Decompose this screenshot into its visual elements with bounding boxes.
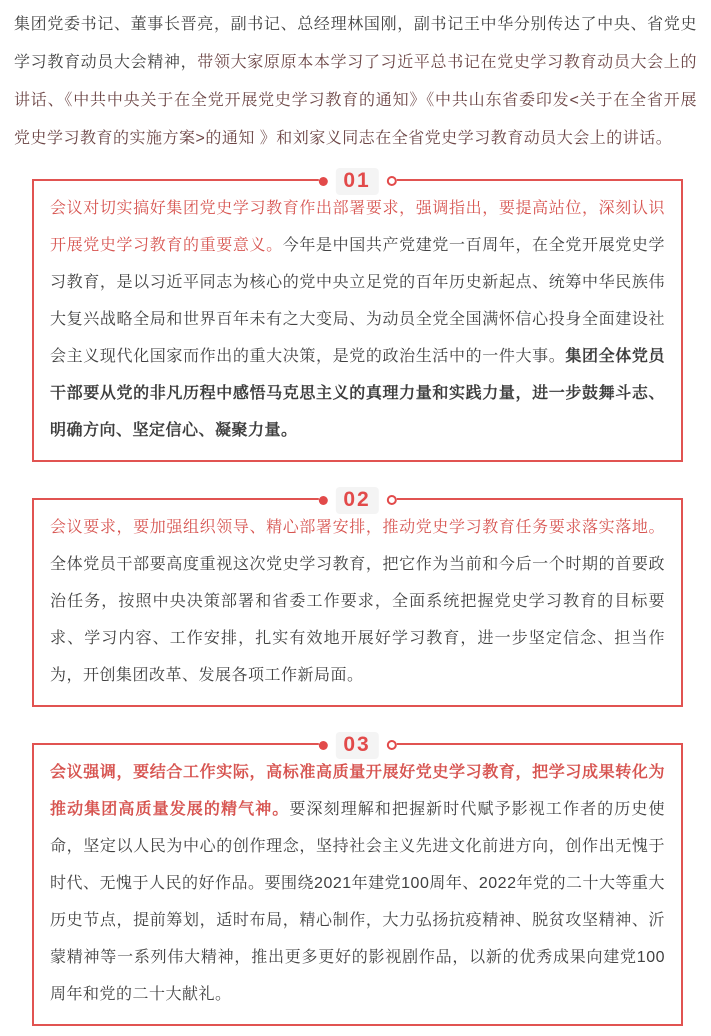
section-03-text [50,754,665,1013]
section-02-box [32,487,683,707]
section-02-body: 全体党员干部要高度重视这次党史学习教育，把它作为当前和今后一个时期的首要政治任务，按照中央决策部署和省委工作要求，全面系统把握党史学习教育的目标要求、学习内容、工作安排，扎实有效地开展好学习教育，进一步坚定信念、担当作为，开创集团改革、发展各项工作新局面。 [50,556,665,684]
section-01-lead: 会议对切实搞好集团党史学习教育作出部署要求，强调指出，要提高站位，深刻认识开展党史学习教育的重要意义。 [50,200,665,254]
section-01-marker [318,167,396,195]
filled-dot-icon [318,177,327,186]
section-02-text [50,509,665,694]
section-01-body: 今年是中国共产党建党一百周年，在全党开展党史学习教育，是以习近平同志为核心的党中央立足党的百年历史新起点、统筹中华民族伟大复兴战略全局和世界百年未有之大变局、为动员全党全国满怀信心投身全面建设社会主义现代化国家而作出的重大决策，是党的政治生活中的一件大事。 [50,237,665,365]
hollow-dot-icon [387,495,397,505]
section-02-lead: 会议要求，要加强组织领导、精心部署安排，推动党史学习教育任务要求落实落地。 [50,519,665,536]
section-03-lead: 会议强调，要结合工作实际，高标准高质量开展好党史学习教育，把学习成果转化为推动集团高质量发展的精气神。 [50,764,665,818]
section-03-box [32,732,683,1026]
hollow-dot-icon [387,740,397,750]
filled-dot-icon [318,741,327,750]
hollow-dot-icon [387,176,397,186]
filled-dot-icon [318,496,327,505]
section-01-number: 01 [335,168,378,195]
section-03-body: 要深刻理解和把握新时代赋予影视工作者的历史使命，坚定以人民为中心的创作理念，坚持社会主义先进文化前进方向，创作出无愧于时代、无愧于人民的好作品。要围绕2021年建党100周年、2022年党的二十大等重大历史节点，提前筹划，适时布局，精心制作，大力弘扬抗疫精神、脱贫攻坚精神、沂蒙精神等一系列伟大精神，推出更多更好的影视剧作品，以新的优秀成果向建党100周年和党的二十大献礼。 [50,801,665,1003]
section-01-box [32,168,683,462]
intro-text-normal: 集团党委书记、董事长晋亮，副书记、总经理林国刚，副书记王中华分别传达了中央、省党史学习教育动员大会精神， [14,16,697,71]
section-01-text [50,190,665,449]
section-01-body-bold: 集团全体党员干部要从党的非凡历程中感悟马克思主义的真理力量和实践力量，进一步鼓舞斗志、明确方向、坚定信心、凝聚力量。 [50,348,665,439]
section-02-number: 02 [335,487,378,514]
section-03-number: 03 [335,732,378,759]
intro-paragraph [0,6,711,158]
section-03-marker [318,731,396,759]
section-02-marker [318,486,396,514]
intro-text-highlight: 带领大家原原本本学习了习近平总书记在党史学习教育动员大会上的讲话、《中共中央关于在全党开展党史学习教育的通知》《中共山东省委印发<关于在全省开展党史学习教育的实施方案>的通知 》和刘家义同志在全省党史学习教育动员大会上的讲话。 [14,54,697,147]
